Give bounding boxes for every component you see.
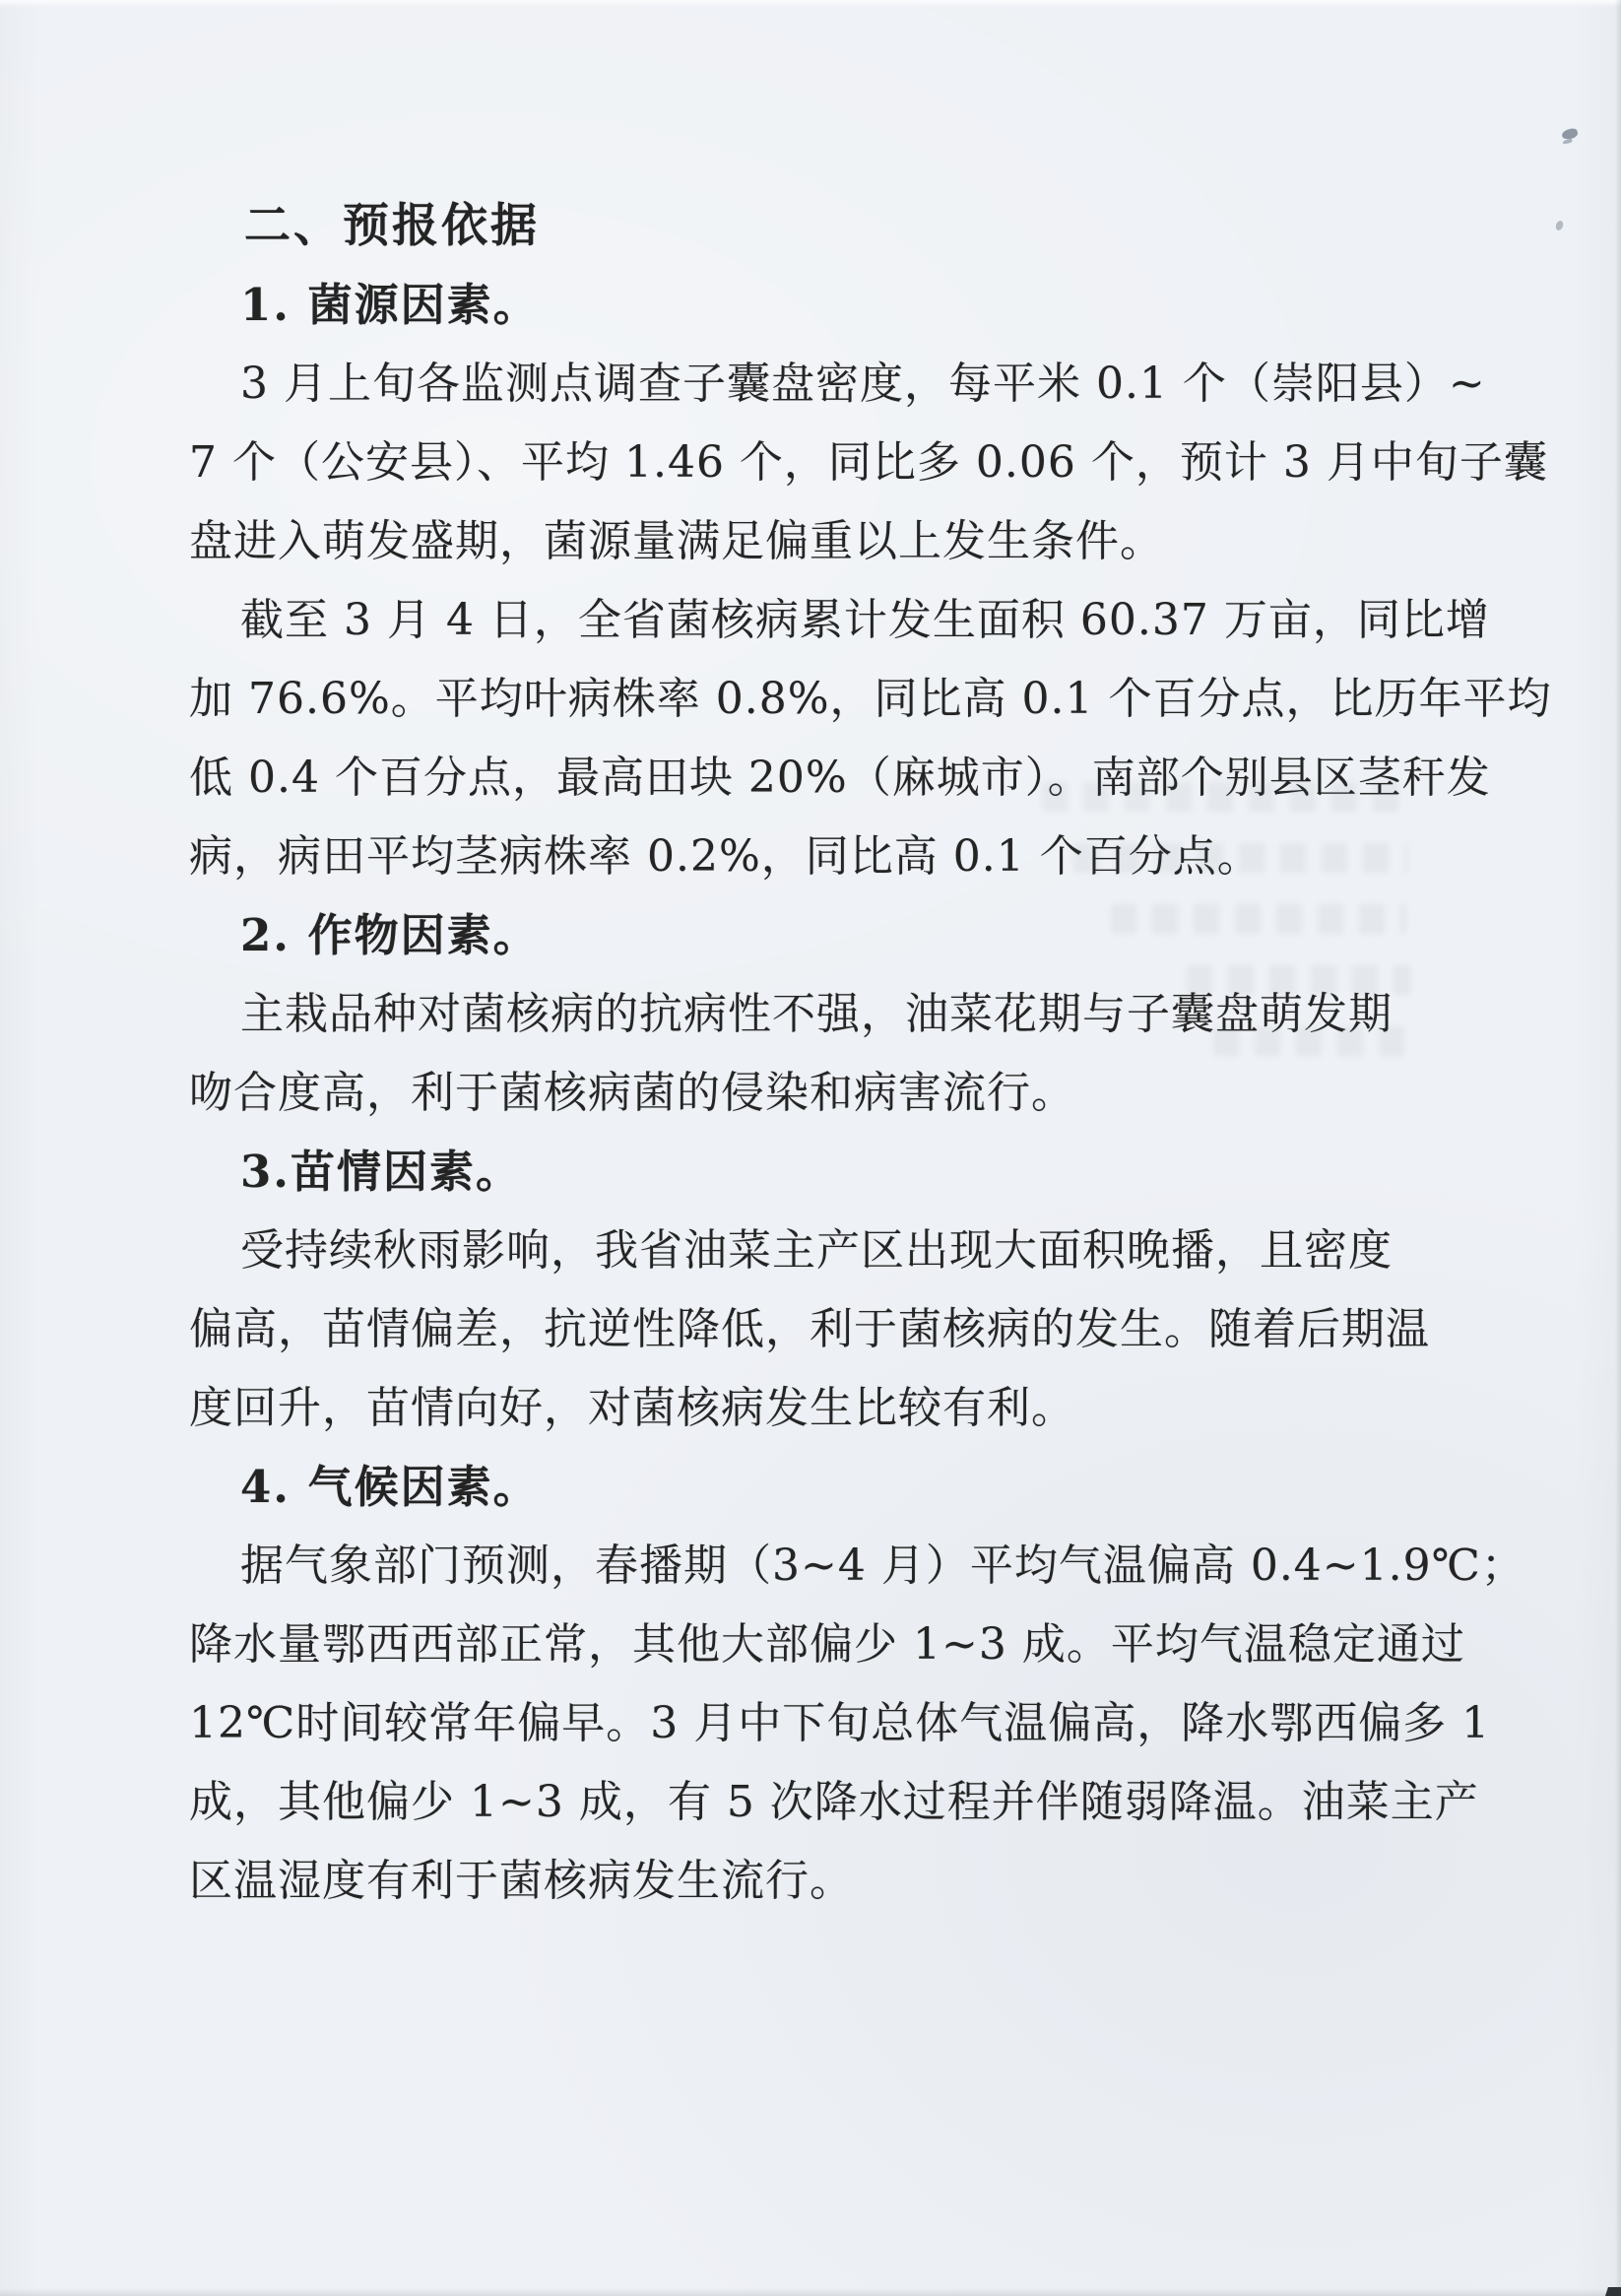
document-line: 成，其他偏少 1~3 成，有 5 次降水过程并伴随弱降温。油菜主产 [189, 1777, 1479, 1827]
heading-seedling-factor: 3.苗情因素。 [240, 1146, 522, 1198]
section-title: 二、预报依据 [244, 199, 540, 253]
scan-bottom-edge [0, 2288, 1621, 2296]
bleed-through-artifact [1213, 1026, 1410, 1056]
document-line: 据气象部门预测，春播期（3~4 月）平均气温偏高 0.4~1.9℃； [240, 1541, 1525, 1591]
heading-fungus-source: 1. 菌源因素。 [240, 279, 540, 331]
scan-right-edge [1615, 0, 1621, 2296]
document-line: 7 个（公安县）、平均 1.46 个，同比多 0.06 个，预计 3 月中旬子囊 [189, 437, 1548, 488]
document-line: 偏高，苗情偏差，抗逆性降低，利于菌核病的发生。随着后期温 [189, 1304, 1430, 1354]
document-line: 低 0.4 个百分点，最高田块 20%（麻城市）。南部个别县区茎秆发 [189, 753, 1491, 803]
bleed-through-artifact [1111, 904, 1406, 934]
document-line: 度回升，苗情向好，对菌核病发生比较有利。 [189, 1383, 1075, 1433]
bleed-through-artifact [1042, 782, 1406, 812]
document-line: 加 76.6%。平均叶病株率 0.8%，同比高 0.1 个百分点，比历年平均 [189, 674, 1552, 724]
document-line: 病，病田平均茎病株率 0.2%，同比高 0.1 个百分点。 [189, 831, 1262, 882]
document-line: 盘进入萌发盛期，菌源量满足偏重以上发生条件。 [189, 516, 1164, 566]
document-line: 3 月上旬各监测点调查子囊盘密度，每平米 0.1 个（崇阳县）~ [240, 359, 1486, 409]
scan-top-edge [0, 0, 1621, 7]
document-line: 降水量鄂西西部正常，其他大部偏少 1~3 成。平均气温稳定通过 [189, 1619, 1465, 1670]
heading-climate-factor: 4. 气候因素。 [240, 1461, 540, 1513]
document-line: 截至 3 月 4 日，全省菌核病累计发生面积 60.37 万亩，同比增 [240, 595, 1490, 645]
bleed-through-artifact [1073, 843, 1408, 873]
document-line: 吻合度高，利于菌核病菌的侵染和病害流行。 [189, 1068, 1075, 1118]
document-line: 受持续秋雨影响，我省油菜主产区出现大面积晚播，且密度 [240, 1225, 1393, 1276]
document-line: 12℃时间较常年偏早。3 月中下旬总体气温偏高，降水鄂西偏多 1 [189, 1698, 1491, 1748]
scan-corner-artifact [1605, 2287, 1621, 2296]
document-line: 主栽品种对菌核病的抗病性不强，油菜花期与子囊盘萌发期 [240, 989, 1393, 1039]
heading-crop-factor: 2. 作物因素。 [240, 909, 540, 961]
bleed-through-artifact [1187, 965, 1411, 995]
document-line: 区温湿度有利于菌核病发生流行。 [189, 1856, 854, 1906]
